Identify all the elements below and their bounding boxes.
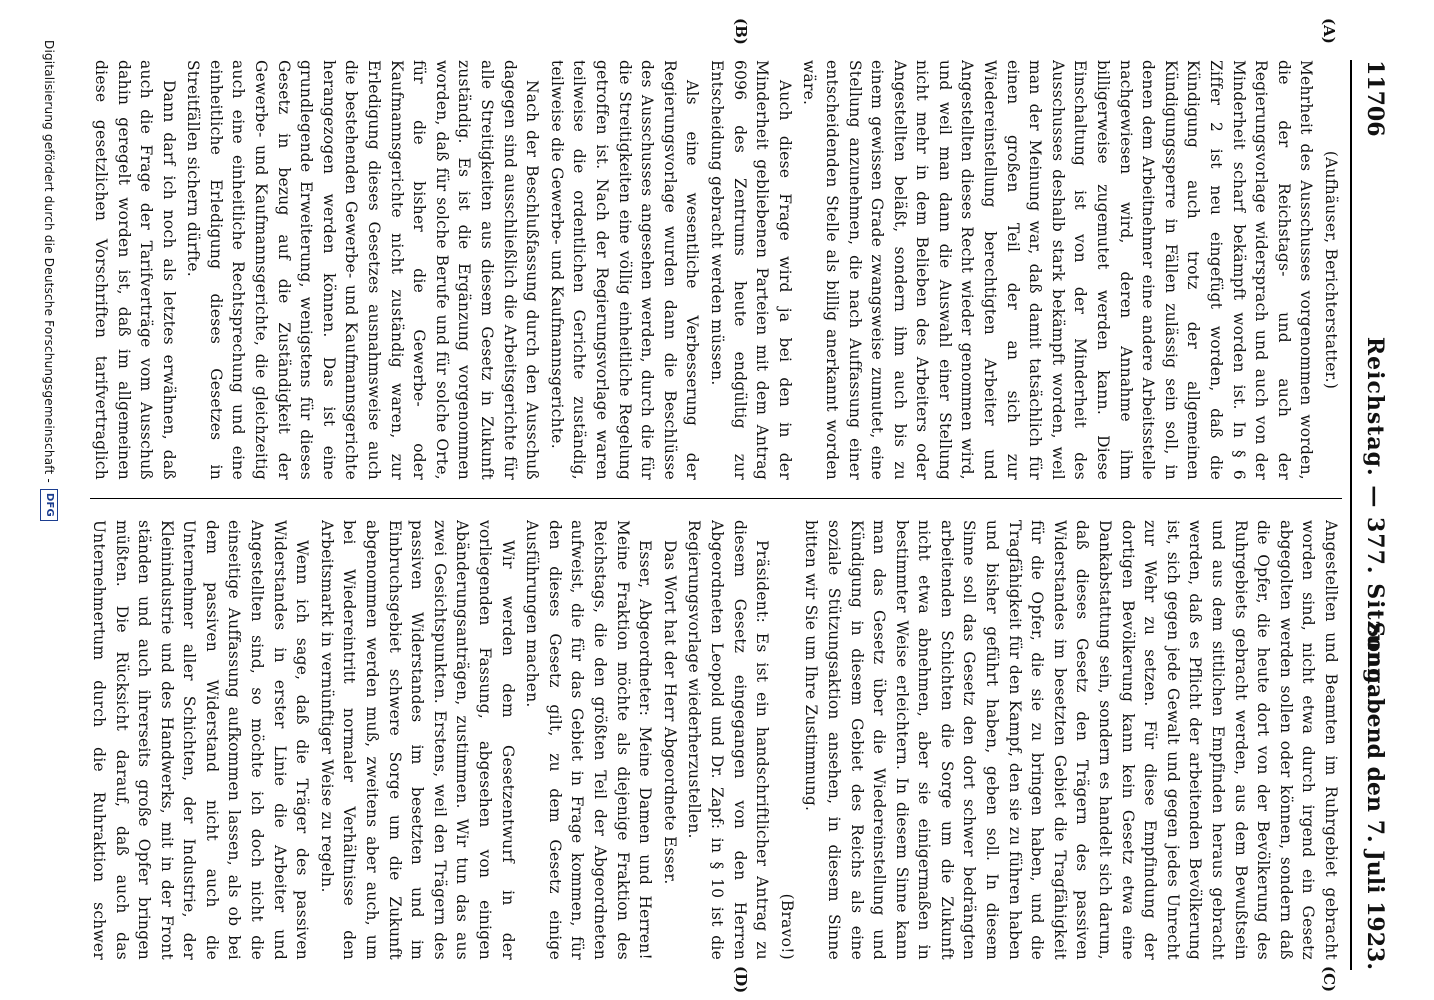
paragraph: Wenn ich sage, daß die Träger des passiven Widerstandes in erster Linie die Arbeiter und Angestellten sind, so möchte ich doch nicht die einseitige Auffassung aufkommen lassen, als ob bei dem passiven Widerstand nicht auch die Unternehmer aller Schichten, der Industrie, der Kleinindustrie und des Handwerks, mit in der Front ständen und auch ihrerseits große Opfer bringen müßten. Die Rücksicht darauf, daß auch das Unternehmertum durch die Ruhraktion schwer (90, 520, 312, 960)
left-text-column (90, 60, 1342, 480)
paragraph: Als eine wesentliche Verbesserung der Regierungsvorlage wurden dann die Beschlüsse des Ausschusses angesehen werden, durch die für die Streitigkeiten eine völlig einheitliche Regelung getroffen ist. Nach der Regierungsvorlage waren teilweise die ordentlichen Gerichte zuständig, teilweise die Gewerbe- und Kaufmannsgerichte. (547, 60, 702, 480)
paragraph: Nach der Beschlußfassung durch den Ausschuß dagegen sind ausschließlich die Arbeitsgerichte für alle Streitigkeiten aus diesem Gesetz in Zukunft zuständig. Es ist die Ergänzung vorgenommen worden, daß für solche Berufe und für solche Orte, für die bisher die Gewerbe- oder Kaufmannsgerichte nicht zuständig waren, zur Erledigung dieses Gesetzes ausnahmsweise auch die bestehenden Gewerbe- und Kaufmannsgerichte herangezogen werden können. Das ist eine grundlegende Erweiterung, wenigstens für dieses Gesetz in bezug auf die Zuständigkeit der Gewerbe- und Kaufmannsgerichte, die gleichzeitig auch eine einheitliche Rechtsprechung und eine einheitliche Erledigung dieses Gesetzes in Streitfällen sichern dürfte. (184, 60, 542, 480)
dfg-logo-icon: DFG (40, 489, 58, 521)
speaker-attribution: (Aufhäuser, Berichterstatter.) (1322, 150, 1340, 390)
paragraph: Wir werden dem Gesetzentwurf in der vorliegenden Fassung, abgesehen von einigen Abänderungsanträgen, zustimmen. Wir tun das aus zwei Gesichtspunkten. Erstens, weil den Trägern des passiven Widerstandes im besetzten und im Einbruchsgebiet schwere Sorge um die Zukunft abgenommen werden muß, zweitens aber auch, um bei Wiedereintritt normaler Verhältnisse den Arbeitsmarkt in vernünftiger Weise zu regeln. (317, 520, 517, 960)
margin-marker-b: (B) (732, 18, 750, 45)
margin-marker-a: (A) (1320, 18, 1338, 44)
applause-note: (Bravo!) (777, 893, 796, 960)
paragraph: Mehrheit des Ausschusses vorgenommen worden, die der Reichstags- und auch der Regierungsvorlage widersprach und auch von der Minderheit scharf bekämpft worden ist. In § 6 Ziffer 2 ist neu eingefügt worden, daß die Kündigung auch trotz der allgemeinen Kündigungssperre in Fällen zulässig sein soll, in denen dem Arbeitnehmer eine andere Arbeitsstelle nachgewiesen wird, deren Annahme ihm billigerweise zugemutet werden kann. Diese Einschaltung ist von der Minderheit des Ausschusses deshalb stark bekämpft worden, weil man der Meinung war, daß damit tatsächlich für einen großen Teil der an sich zur Wiedereinstellung berechtigten Arbeiter und Angestellten dieses Recht wieder genommen wird, und weil man dann die Auswahl einer Stellung nicht mehr in dem Belieben des Arbeiters oder Angestellten beläßt, sondern ihm auch bis zu einem gewissen Grade zwangsweise zumutet, eine Stellung anzunehmen, die nach Auffassung einer entscheidenden Stelle als billig anerkannt worden wäre. (800, 60, 1316, 480)
footer-text: Digitalisierung gefördert durch die Deutsche Forschungsgemeinschaft - (42, 40, 56, 483)
header-title: Reichstag. — 377. Sitzung. (1362, 336, 1388, 694)
column-divider (90, 498, 1342, 499)
digitization-footer (36, 40, 62, 521)
header-date: Sonnabend den 7. Juli 1923. (1362, 621, 1388, 970)
right-text-column (90, 520, 1342, 960)
page-number: 11706 (1362, 60, 1388, 137)
paragraph: Angestellten und Beamten im Ruhrgebiet gebracht worden sind, nicht etwa durch irgend ein Gesetz abgegolten werden sollen oder können, sondern daß die Opfer, die heute dort von der Bevölkerung des Ruhrgebiets gebracht werden, aus dem Bewußtsein und aus dem sittlichen Empfinden heraus gebracht werden, daß es Pflicht der arbeitenden Bevölkerung ist, sich gegen jede Gewalt und gegen jedes Unrecht zur Wehr zu setzen. Für diese Empfindung der dortigen Bevölkerung kann kein Gesetz etwa eine Dankabstattung sein, sondern es handelt sich darum, daß dieses Gesetz den Trägern des passiven Widerstandes im besetzten Gebiet die Tragfähigkeit für die Opfer, die sie zu bringen haben, und die Tragfähigkeit für den Kampf, den sie zu führen haben und bisher geführt haben, geben soll. In diesem Sinne soll das Gesetz den dort schwer bedrängten arbeitenden Schichten die Sorge um die Zukunft nicht etwa abnehmen, aber sie einigermaßen in bestimmter Weise erleichtern. In diesem Sinne kann man das Gesetz über die Wiedereinstellung und Kündigung in diesem Gebiet des Reichs als eine soziale Stützungsaktion ansehen, in diesem Sinne bitten wir Sie um Ihre Zustimmung. (802, 520, 1340, 960)
margin-marker-d: (D) (732, 966, 750, 994)
paragraph: Das Wort hat der Herr Abgeordnete Esser. (660, 540, 679, 885)
paragraph: Auch diese Frage wird ja bei den in der Minderheit gebliebenen Parteien mit dem Antrag 6096 des Zentrums heute endgültig zur Entscheidung gebracht werden müssen. (707, 60, 794, 480)
paragraph: Dann darf ich noch als letztes erwähnen, daß auch die Frage der Tarifverträge vom Ausschuß dahin geregelt worden ist, daß im allgemeinen diese gesetzlichen Vorschriften tarifvertraglich (91, 60, 178, 480)
paragraph: Esser, Abgeordneter: Meine Damen und Herren! Meine Fraktion möchte als diejenige Fraktion des Reichstags, die den größten Teil der Abgeordneten aufweist, die für das Gebiet in Frage kommen, für den dieses Gesetz gilt, zu dem Gesetz einige Ausführungen machen. (523, 520, 655, 960)
paragraph: Präsident: Es ist ein handschriftlicher Antrag zu diesem Gesetz eingegangen von den Herren Abgeordneten Leopold und Dr. Zapf: in § 10 ist die Regierungsvorlage wiederherzustellen. (685, 520, 772, 960)
margin-marker-c: (C) (1320, 966, 1338, 993)
rotated-document-page (30, 0, 1400, 1000)
page-header (1350, 60, 1392, 970)
